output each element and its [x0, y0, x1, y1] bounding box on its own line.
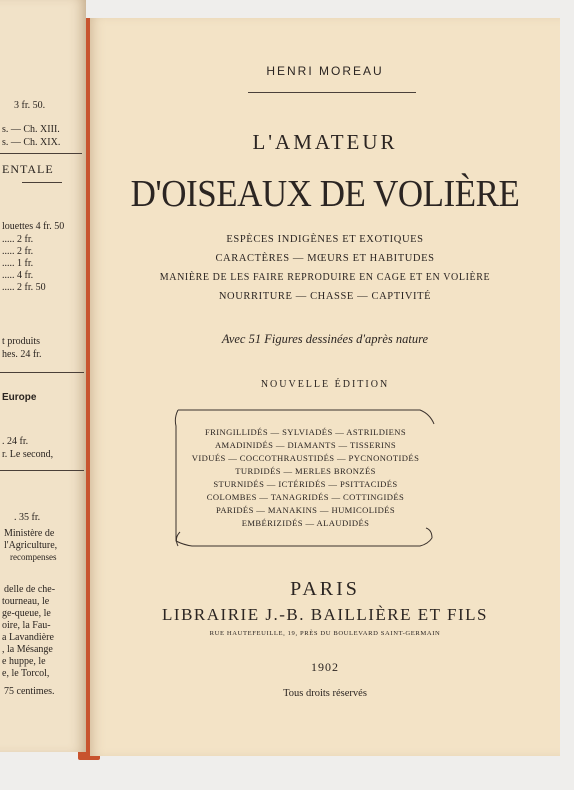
- left-line: t produits: [2, 336, 41, 347]
- author-name: HENRI MOREAU: [266, 64, 384, 78]
- publisher: LIBRAIRIE J.-B. BAILLIÈRE ET FILS: [162, 605, 488, 624]
- family-line: VIDUÉS — COCCOTHRAUSTIDÉS — PYCNONOTIDÉS: [191, 453, 420, 463]
- families-box: [178, 412, 433, 543]
- figures-note: Avec 51 Figures dessinées d'après nature: [221, 332, 429, 346]
- left-line: . 35 fr.: [14, 512, 41, 523]
- left-line: . 24 fr.: [2, 436, 29, 447]
- left-divider: [0, 372, 84, 373]
- left-line: Ministère de: [4, 528, 55, 539]
- left-line: a Lavandière: [2, 632, 54, 643]
- left-line: r. Le second,: [2, 449, 54, 460]
- subtitle-line: MANIÈRE DE LES FAIRE REPRODUIRE EN CAGE ET EN VOLIÈRE: [159, 272, 491, 283]
- family-line: COLOMBES — TANAGRIDÉS — COTTINGIDÉS: [206, 492, 405, 502]
- title-line-1: L'AMATEUR: [252, 130, 398, 154]
- title-line-2: D'OISEAUX DE VOLIÈRE: [130, 173, 520, 215]
- edition-label: NOUVELLE ÉDITION: [260, 379, 390, 390]
- rights-notice: Tous droits réservés: [283, 688, 367, 699]
- subtitle-line: CARACTÈRES — MŒURS ET HABITUDES: [215, 253, 435, 264]
- family-line: FRINGILLIDÉS — SYLVIADÉS — ASTRILDIENS: [204, 427, 407, 437]
- left-line: e huppe, le: [2, 656, 46, 667]
- left-line: s. — Ch. XIII.: [2, 124, 60, 135]
- family-line: PARIDÉS — MANAKINS — HUMICOLIDÉS: [215, 505, 396, 515]
- left-page: [0, 0, 86, 752]
- left-line: tourneau, le: [2, 596, 50, 607]
- left-line: oire, la Fau-: [2, 620, 51, 631]
- left-line: louettes 4 fr. 50: [2, 221, 65, 232]
- left-line: ..... 2 fr. 50: [2, 282, 46, 293]
- left-line: hes. 24 fr.: [2, 349, 42, 360]
- left-line: ..... 2 fr.: [2, 246, 34, 257]
- family-line: EMBÉRIZIDÉS — ALAUDIDÉS: [241, 518, 370, 528]
- family-line: STURNIDÉS — ICTÉRIDÉS — PSITTACIDÉS: [213, 479, 398, 489]
- left-line: 75 centimes.: [4, 686, 55, 697]
- publication-year: 1902: [311, 660, 339, 674]
- left-line: delle de che-: [4, 584, 56, 595]
- left-line: ..... 4 fr.: [2, 270, 34, 281]
- left-line: ..... 2 fr.: [2, 234, 34, 245]
- family-line: TURDIDÉS — MERLES BRONZÉS: [235, 466, 376, 476]
- left-heading: ENTALE: [2, 162, 54, 176]
- left-line: 3 fr. 50.: [14, 100, 46, 111]
- subtitle-line: ESPÈCES INDIGÈNES ET EXOTIQUES: [226, 234, 424, 245]
- family-line: AMADINIDÉS — DIAMANTS — TISSERINS: [214, 440, 397, 450]
- left-divider: [0, 470, 84, 471]
- left-line: l'Agriculture,: [4, 540, 58, 551]
- publisher-address: RUE HAUTEFEUILLE, 19, PRÈS DU BOULEVARD SAINT-GERMAIN: [209, 630, 441, 637]
- left-divider: [0, 153, 82, 154]
- left-line: ge-queue, le: [2, 608, 51, 619]
- left-line: ..... 1 fr.: [2, 258, 34, 269]
- subtitle-line: NOURRITURE — CHASSE — CAPTIVITÉ: [218, 291, 432, 302]
- left-line: e, le Torcol,: [2, 668, 50, 679]
- left-line: , la Mésange: [2, 644, 53, 655]
- left-line: s. — Ch. XIX.: [2, 137, 61, 148]
- left-line: recompenses: [10, 552, 57, 562]
- author-rule: [248, 92, 416, 93]
- left-divider: [22, 182, 62, 183]
- city: PARIS: [290, 578, 360, 600]
- left-heading: Europe: [2, 392, 37, 403]
- title-page: [90, 18, 560, 756]
